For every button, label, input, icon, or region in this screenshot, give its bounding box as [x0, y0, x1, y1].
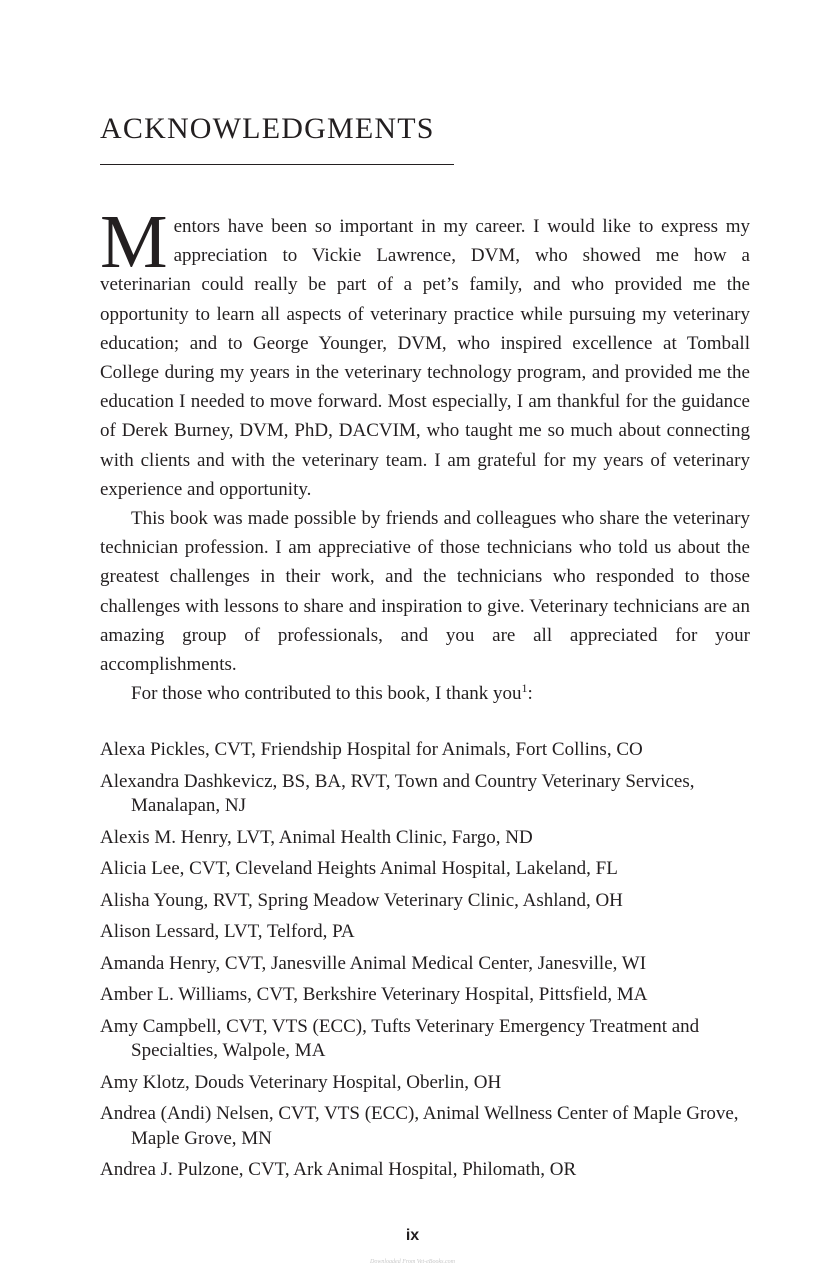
contributor-item: Amanda Henry, CVT, Janesville Animal Medical Center, Janesville, WI — [100, 952, 647, 974]
contributors-intro-text: For those who contributed to this book, I thank you — [131, 683, 522, 705]
contributor-item: Amber L. Williams, CVT, Berkshire Veterinary Hospital, Pittsfield, MA — [100, 984, 648, 1005]
footnote-mark: 1 — [521, 681, 528, 696]
contributor-item: Amy Klotz, Douds Veterinary Hospital, Oberlin, OH — [100, 1071, 502, 1093]
paragraph-book-thanks: This book was made possible by friends and colleagues who share the veterinary technician profession. I am appreciative of those technicians who told us about the greatest challenges in their work, and the technicians who responded to those challenges with lessons to share and inspiration to give. Veterinary technicians are an amazing group of professionals, and you are all appreciated for your accomplishments. — [100, 508, 750, 676]
contributor-list — [100, 738, 750, 1190]
acknowledgments-body — [100, 200, 750, 708]
page-title: ACKNOWLEDGMENTS — [100, 112, 435, 145]
page-number: ix — [405, 1227, 420, 1244]
contributor-item: Alison Lessard, LVT, Telford, PA — [100, 921, 355, 942]
contributor-item: Alexandra Dashkevicz, BS, BA, RVT, Town and Country Veterinary Services, Manalapan, NJ — [100, 770, 695, 816]
paragraph-mentors — [100, 200, 750, 504]
contributor-item: Alicia Lee, CVT, Cleveland Heights Animal Hospital, Lakeland, FL — [100, 858, 618, 879]
contributors-intro-colon: : — [527, 683, 533, 705]
contributor-item: Amy Campbell, CVT, VTS (ECC), Tufts Veterinary Emergency Treatment and Specialties, Walpole, MA — [100, 1015, 700, 1061]
contributor-item: Alisha Young, RVT, Spring Meadow Veterinary Clinic, Ashland, OH — [100, 889, 623, 911]
title-underline — [100, 164, 454, 165]
contributor-item: Alexis M. Henry, LVT, Animal Health Clinic, Fargo, ND — [100, 826, 533, 848]
contributor-item: Andrea J. Pulzone, CVT, Ark Animal Hospital, Philomath, OR — [100, 1159, 577, 1180]
contributor-item: Andrea (Andi) Nelsen, CVT, VTS (ECC), Animal Wellness Center of Maple Grove, Maple Grove, MN — [100, 1103, 739, 1149]
contributor-item: Alexa Pickles, CVT, Friendship Hospital for Animals, Fort Collins, CO — [100, 739, 643, 760]
paragraph-mentors-text: entors have been so important in my career. I would like to express my appreciation to Vickie Lawrence, DVM, who showed me how a veterinarian could really be part of a pet’s family, and who provided me the opportunity to learn all aspects of veterinary practice while pursuing my veterinary education; and to George Younger, DVM, who inspired excellence at Tomball College during my years in the veterinary technology program, and provided me the education I needed to move forward. Most especially, I am thankful for the guidance of Derek Burney, DVM, PhD, DACVIM, who taught me so much about connecting with clients and with the veterinary team. I am grateful for my years of veterinary experience and opportunity. — [100, 216, 750, 500]
paragraph-contributors-intro — [100, 679, 750, 708]
download-watermark: Downloaded From Vet-eBooks.com — [370, 1259, 455, 1265]
drop-cap: M — [100, 200, 168, 284]
